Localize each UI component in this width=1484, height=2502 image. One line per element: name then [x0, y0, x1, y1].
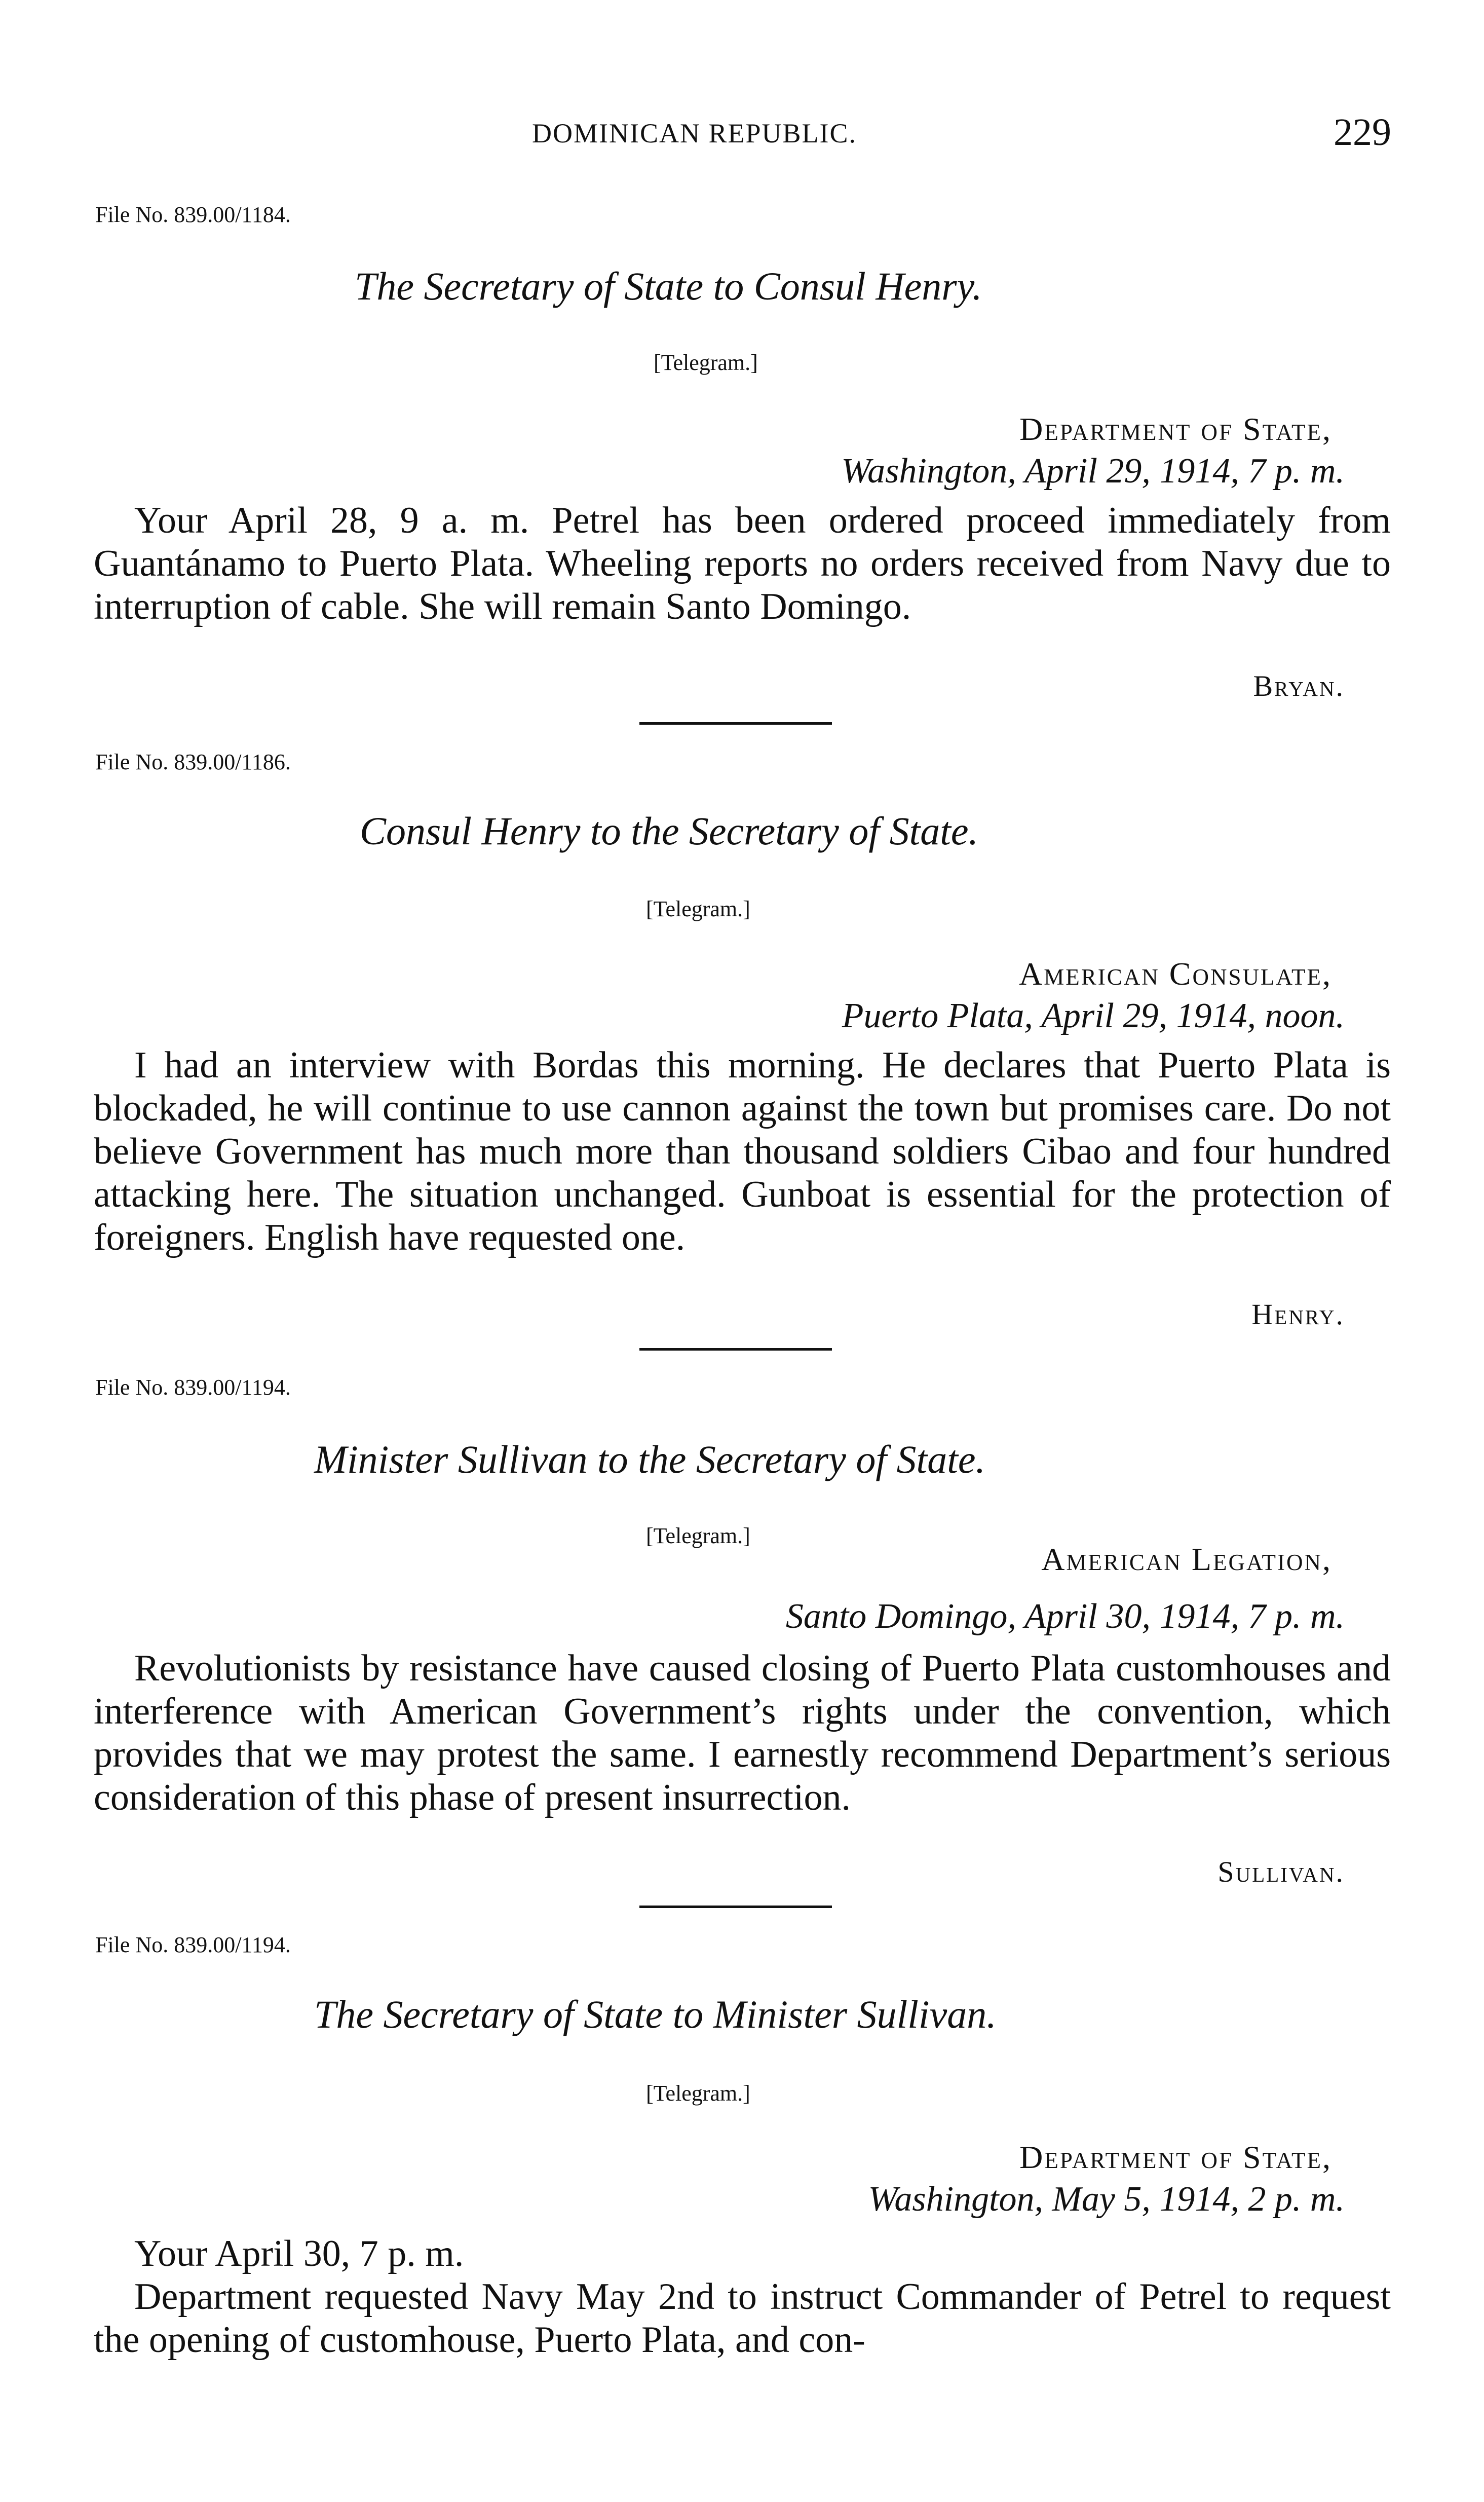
body-paragraph: I had an interview with Bordas this morning. He declares that Puerto Plata is blockaded, he will continue to use cannon against the town but promises care. Do not believe Government has much more than thousand soldiers Cibao and four hundred attacking here. The situation unchanged. Gunboat is essential for the protection of foreigners. English have requested one.	[94, 1044, 1391, 1258]
file-number: File No. 839.00/1194.	[95, 1375, 291, 1400]
telegram-label: [Telegram.]	[646, 897, 750, 921]
signature: Bryan.	[1253, 669, 1345, 702]
telegram-label: [Telegram.]	[646, 2081, 750, 2106]
document-title: The Secretary of State to Minister Sullivan.	[314, 1992, 997, 2036]
place-date: Washington, May 5, 1914, 2 p. m.	[868, 2180, 1345, 2219]
document-body	[94, 499, 1391, 628]
body-paragraph: Department requested Navy May 2nd to instruct Commander of Petrel to request the opening of customhouse, Puerto Plata, and con-	[94, 2276, 1391, 2361]
body-paragraph: Your April 28, 9 a. m. Petrel has been ordered proceed immediately from Guantánamo to Puerto Plata. Wheeling reports no orders received from Navy due to interruption of cable. She will remain Santo Domingo.	[94, 500, 1391, 627]
body-paragraph: Your April 30, 7 p. m.	[134, 2233, 464, 2274]
separator-rule	[639, 1348, 832, 1351]
running-head: DOMINICAN REPUBLIC.	[532, 118, 857, 148]
place-date: Santo Domingo, April 30, 1914, 7 p. m.	[785, 1597, 1345, 1636]
document-title: The Secretary of State to Consul Henry.	[355, 264, 982, 308]
document-body	[94, 2232, 1391, 2362]
separator-rule	[639, 1906, 832, 1908]
file-number: File No. 839.00/1194.	[95, 1932, 291, 1957]
document-body	[94, 1044, 1391, 1259]
document-body	[94, 1647, 1391, 1819]
document-title: Minister Sullivan to the Secretary of State.	[314, 1437, 986, 1481]
body-paragraph: Revolutionists by resistance have caused closing of Puerto Plata customhouses and interference with American Government’s rights under the convention, which provides that we may protest the same. I earnestly recommend Department’s serious consideration of this phase of present insurrection.	[94, 1648, 1391, 1818]
telegram-label: [Telegram.]	[646, 1523, 750, 1548]
file-number: File No. 839.00/1184.	[95, 202, 291, 227]
signature: Henry.	[1251, 1298, 1345, 1331]
sender-organization: Department of State,	[1019, 411, 1332, 447]
telegram-label: [Telegram.]	[654, 350, 758, 375]
place-date: Washington, April 29, 1914, 7 p. m.	[841, 452, 1345, 491]
sender-organization: American Legation,	[1041, 1541, 1332, 1577]
file-number: File No. 839.00/1186.	[95, 750, 291, 774]
sender-organization: American Consulate,	[1019, 956, 1332, 992]
page-number: 229	[1334, 111, 1391, 154]
sender-organization: Department of State,	[1019, 2139, 1332, 2175]
separator-rule	[639, 722, 832, 725]
signature: Sullivan.	[1217, 1855, 1345, 1888]
document-title: Consul Henry to the Secretary of State.	[360, 809, 979, 853]
place-date: Puerto Plata, April 29, 1914, noon.	[842, 996, 1345, 1035]
